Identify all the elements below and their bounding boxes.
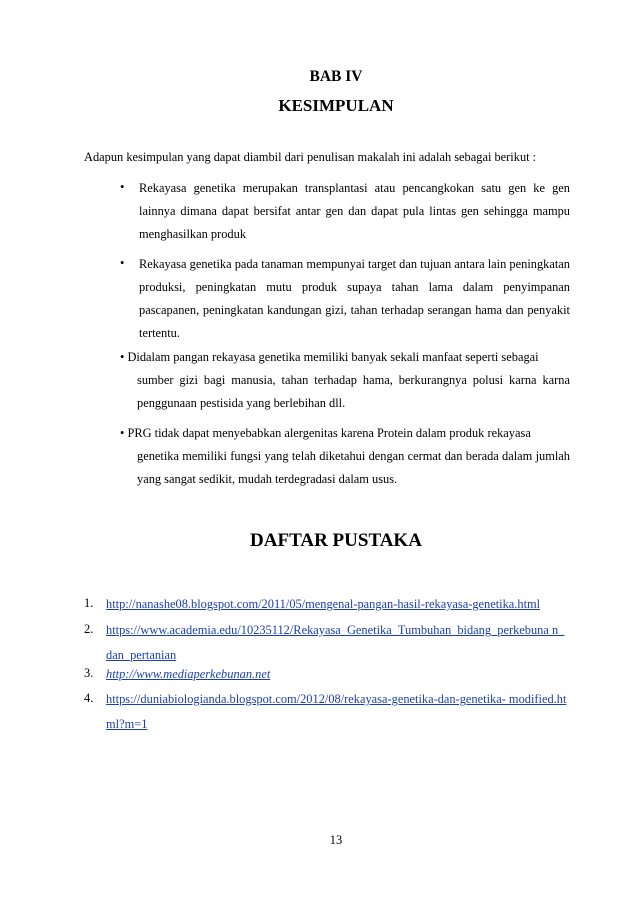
bullet-marker: •	[120, 180, 125, 194]
conclusion-item	[120, 346, 570, 415]
intro-paragraph: Adapun kesimpulan yang dapat diambil dari penulisan makalah ini adalah sebagai berikut :	[84, 150, 537, 164]
conclusion-continuation: genetika memiliki fungsi yang telah diketahui dengan cermat dan berada dalam jumlah yang sangat sedikit, mudah terdegradasi dalam usus.	[137, 449, 570, 486]
page-number: 13	[329, 833, 343, 847]
conclusion-continuation: sumber gizi bagi manusia, tahan terhadap hama, berkurangnya polusi karna karna penggunaan pestisida yang berlebihan dll.	[137, 373, 570, 410]
reference-link[interactable]: http://www.mediaperkebunan.net	[106, 667, 271, 681]
conclusion-first-line: PRG tidak dapat menyebabkan alergenitas karena Protein dalam produk rekayasa	[127, 426, 531, 440]
reference-link[interactable]: https://duniabiologianda.blogspot.com/2012/08/rekayasa-genetika-dan-genetika- modified.html?m=1	[106, 692, 567, 731]
reference-link[interactable]: https://www.academia.edu/10235112/Rekayasa_Genetika_Tumbuhan_bidang_perkebuna n_dan_pertanian	[106, 623, 565, 662]
reference-number: 2.	[84, 622, 94, 636]
conclusion-first-line: Didalam pangan rekayasa genetika memiliki banyak sekali manfaat seperti sebagai	[127, 350, 539, 364]
bullet-marker: •	[120, 426, 125, 440]
bullet-marker: •	[120, 350, 125, 364]
reference-link[interactable]: http://nanashe08.blogspot.com/2011/05/mengenal-pangan-hasil-rekayasa-genetika.html	[106, 597, 541, 611]
chapter-number: BAB IV	[309, 68, 363, 85]
conclusion-item	[120, 422, 570, 491]
reference-number: 4.	[84, 691, 94, 705]
conclusion-item: Rekayasa genetika pada tanaman mempunyai target dan tujuan antara lain peningkatan produksi, peningkatan mutu produk supaya tahan lama dalam penyimpanan pascapanen, peningkatan kandungan gizi, tahan terhadap serangan hama dan penyakit tertentu.	[139, 257, 570, 340]
conclusion-item: Rekayasa genetika merupakan transplantasi atau pencangkokan satu gen ke gen lainnya dimana dapat bersifat antar gen dan dapat pula lintas gen sehingga mampu menghasilkan produk	[139, 181, 570, 241]
bullet-marker: •	[120, 256, 125, 270]
chapter-title: KESIMPULAN	[278, 96, 394, 115]
reference-number: 1.	[84, 596, 94, 610]
reference-number: 3.	[84, 666, 94, 680]
references-title: DAFTAR PUSTAKA	[250, 530, 422, 551]
